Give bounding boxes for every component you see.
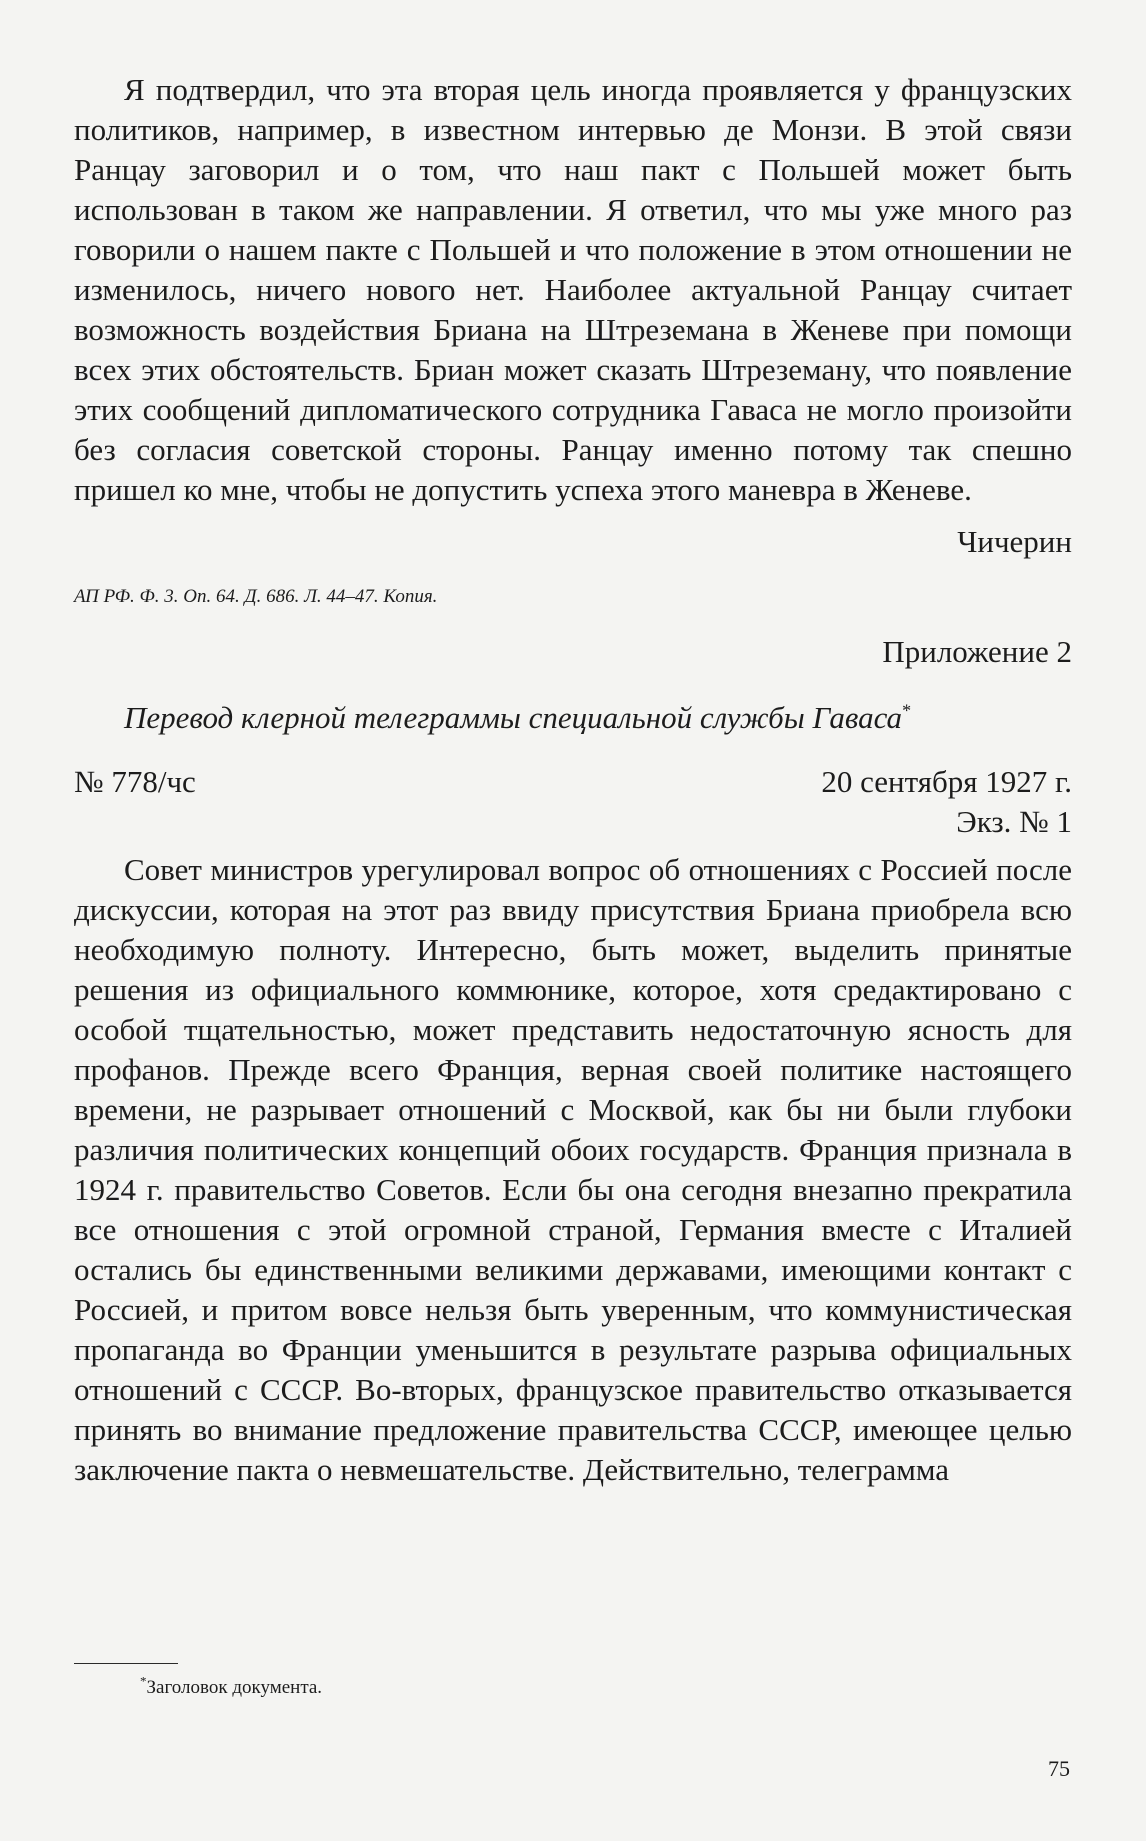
footnote-divider — [74, 1663, 178, 1664]
document-title — [74, 698, 1072, 738]
paragraph-1: Я подтвердил, что эта вторая цель иногда проявляется у французских политиков, например, в известном интервью де Монзи. В этой связи Ранцау заговорил и о том, что наш пакт с Польшей может быть использован в таком же направлении. Я ответил, что мы уже много раз говорили о нашем пакте с Польшей и что положение в этом отношении не изменилось, ничего нового нет. Наиболее актуальной Ранцау считает возможность воздействия Бриана на Штреземана в Женеве при помощи всех этих обстоятельств. Бриан может сказать Штреземану, что появление этих сообщений дипломатического сотрудника Гаваса не могло произойти без согласия советской стороны. Ранцау именно потому так спешно пришел ко мне, чтобы не допустить успеха этого маневра в Женеве. — [74, 72, 1072, 507]
footnote-text: Заголовок документа. — [146, 1677, 323, 1698]
appendix-heading: Приложение 2 — [882, 634, 1072, 669]
signature: Чичерин — [957, 524, 1072, 559]
copy-number: Экз. № 1 — [956, 804, 1072, 839]
paragraph-2: Совет министров урегулировал вопрос об отношениях с Россией после дискуссии, которая на этот раз ввиду присутствия Бриана приобрела всю необходимую полноту. Интересно, быть может, выделить принятые решения из официального коммюнике, которое, хотя средактировано с особой тщательностью, может представить недостаточную ясность для профанов. Прежде всего Франция, верная своей политике настоящего времени, не разрывает отношений с Москвой, как бы ни были глубоки различия политических концепций обоих государств. Франция признала в 1924 г. правительство Советов. Если бы она сегодня внезапно прекратила все отношения с этой огромной страной, Германия вместе с Италией остались бы единственными великими державами, имеющими контакт с Россией, и притом вовсе нельзя быть уверенным, что коммунистическая пропаганда во Франции уменьшится в результате разрыва официальных отношений с СССР. Во-вторых, французское правительство отказывается принять во внимание предложение правительства СССР, имеющее целью заключение пакта о невмешательстве. Действительно, телеграмма — [74, 852, 1072, 1487]
document-title-footnote-mark: * — [902, 700, 912, 721]
footnote — [140, 1673, 323, 1700]
footnote-mark: * — [140, 1673, 147, 1689]
page-number: 75 — [1048, 1756, 1070, 1781]
document-title-text: Перевод клерной телеграммы специальной службы Гаваса — [124, 700, 903, 735]
document-meta — [74, 762, 1072, 802]
document-number: № 778/чс — [74, 764, 196, 799]
document-date: 20 сентября 1927 г. — [821, 764, 1072, 799]
archive-source: АП РФ. Ф. 3. Оп. 64. Д. 686. Л. 44–47. Копия. — [74, 586, 438, 607]
main-text — [74, 70, 1072, 1490]
